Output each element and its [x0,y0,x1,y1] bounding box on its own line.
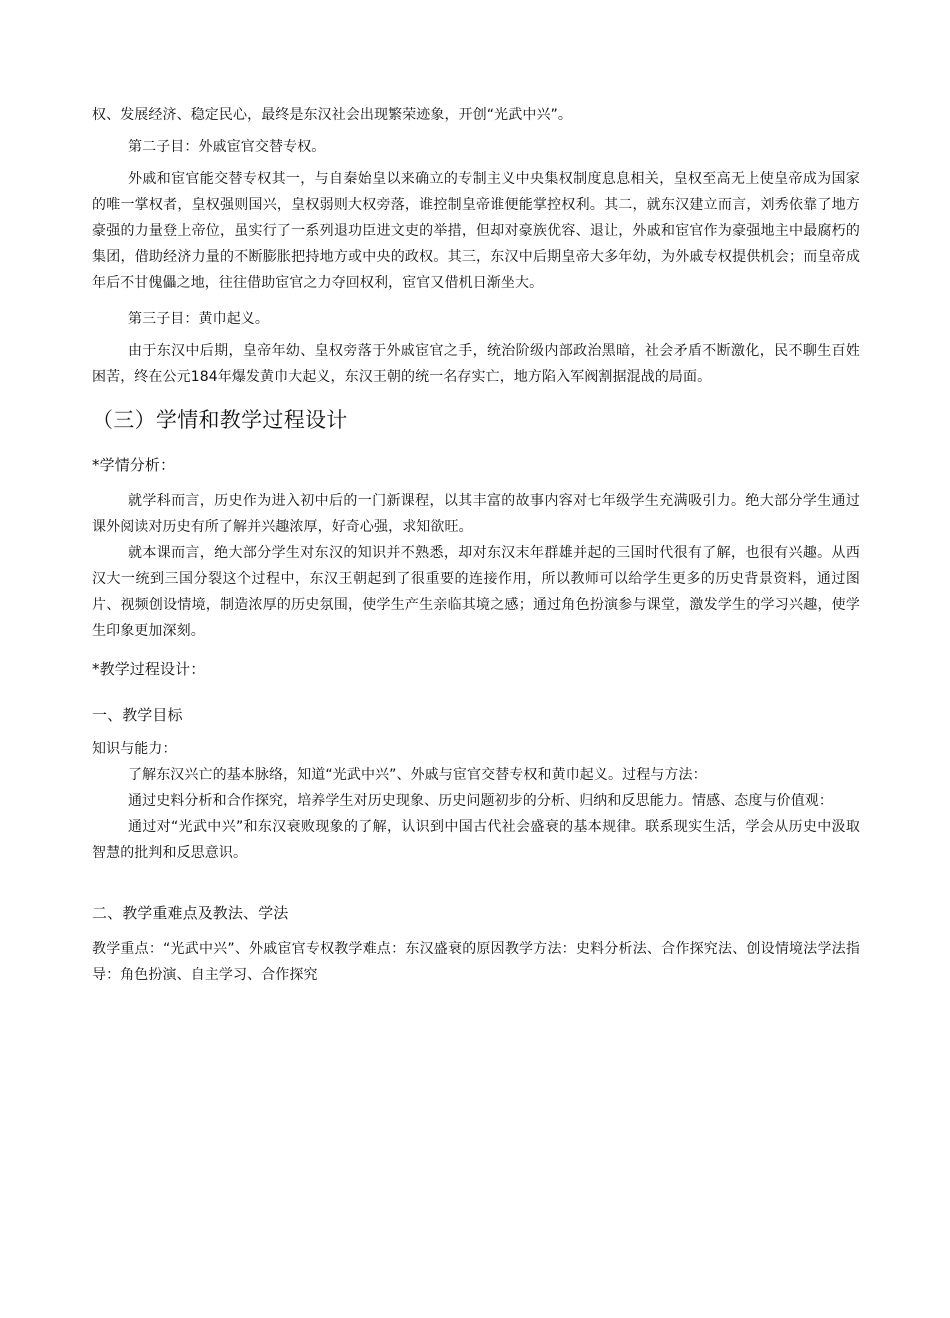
subheading-third-subitem: 第三子目：黄巾起义。 [128,311,269,327]
paragraph-goal-process: 通过史料分析和合作探究，培养学生对历史现象、历史问题初步的分析、归纳和反思能力。情感、态度与价值观： [128,793,833,809]
heading-student-analysis: *学情分析： [92,456,176,474]
heading-key-points: 二、教学重难点及教法、学法 [92,904,289,922]
subheading-second-subitem: 第二子目：外戚宦官交替专权。 [128,139,326,155]
paragraph-key-points: 教学重点：“光武中兴”、外戚宦官专权教学难点：东汉盛衰的原因教学方法：史料分析法、合作探究法、创设情境法学法指导：角色扮演、自主学习、合作探究 [92,941,860,983]
paragraph-consort-eunuch: 外戚和宦官能交替专权其一，与自秦始皇以来确立的专制主义中央集权制度息息相关，皇权至高无上使皇帝成为国家的唯一掌权者，皇权强则国兴，皇权弱则大权旁落，谁控制皇帝谁便能掌控权利。其二，就东汉建立而言，刘秀依靠了地方豪强的力量登上帝位，虽实行了一系列退功臣进文吏的举措，但却对豪族优容、退让，外戚和宦官作为豪强地主中最腐朽的集团，借助经济力量的不断膨胀把持地方或中央的政权。其三，东汉中后期皇帝大多年幼，为外戚专权提供机会；而皇帝成年后不甘傀儡之地，往往借助宦官之力夺回权利，宦官又借机日渐坐大。 [92,171,860,291]
paragraph-analysis-subject: 就学科而言，历史作为进入初中后的一门新课程，以其丰富的故事内容对七年级学生充满吸引力。绝大部分学生通过课外阅读对历史有所了解并兴趣浓厚，好奇心强，求知欲旺。 [92,493,860,535]
section-title-learning-design: （三）学情和教学过程设计 [92,408,348,432]
paragraph-analysis-lesson: 就本课而言，绝大部分学生对东汉的知识并不熟悉，却对东汉末年群雄并起的三国时代很有了解，也很有兴趣。从西汉大一统到三国分裂这个过程中，东汉王朝起到了很重要的连接作用，所以教师可以给学生更多的历史背景资料，通过图片、视频创设情境，制造浓厚的历史氛围，使学生产生亲临其境之感；通过角色扮演参与课堂，激发学生的学习兴趣，使学生印象更加深刻。 [92,545,860,639]
heading-teaching-process: *教学过程设计： [92,660,206,678]
heading-teaching-goals: 一、教学目标 [92,706,183,724]
paragraph-goal-knowledge: 了解东汉兴亡的基本脉络，知道“光武中兴”、外戚与宦官交替专权和黄巾起义。过程与方法： [128,767,707,783]
paragraph-goal-values: 通过对“光武中兴”和东汉衰败现象的了解，认识到中国古代社会盛衰的基本规律。联系现实生活，学会从历史中汲取智慧的批判和反思意识。 [92,819,860,861]
paragraph-yellow-turban: 由于东汉中后期，皇帝年幼、皇权旁落于外戚宦官之手，统治阶级内部政治黑暗，社会矛盾不断激化，民不聊生百姓困苦，终在公元184年爆发黄巾大起义，东汉王朝的统一名存实亡，地方陷入军阀割据混战的局面。 [92,343,860,385]
label-knowledge-ability: 知识与能力： [92,741,177,757]
paragraph-guangwu-continuation: 权、发展经济、稳定民心，最终是东汉社会出现繁荣迹象，开创“光武中兴”。 [92,107,573,123]
document-body [92,102,860,988]
